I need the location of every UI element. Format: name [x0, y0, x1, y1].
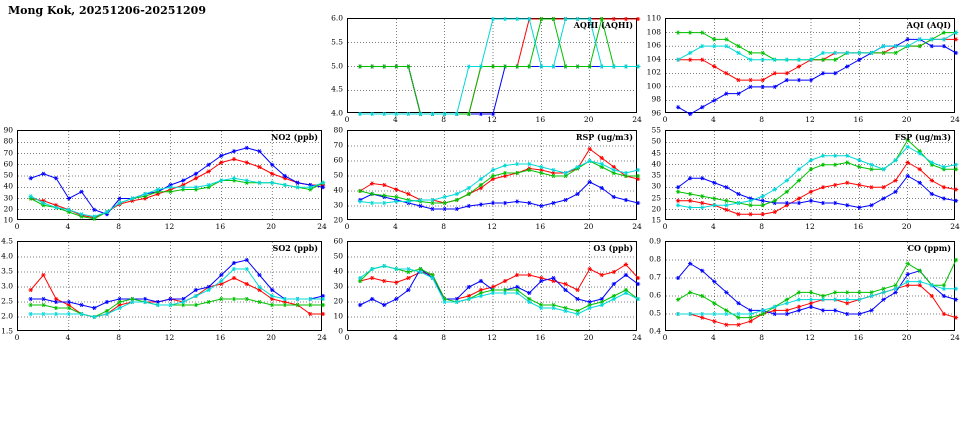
- plot-area-fsp: [665, 130, 955, 220]
- chart-panel-co: [649, 236, 960, 345]
- y-tick-label: 98: [651, 94, 661, 104]
- chart-canvas-co: [666, 242, 956, 332]
- x-tick-label: 20: [901, 222, 912, 231]
- x-tick-label: 0: [344, 333, 350, 342]
- y-tick-label: 0.4: [649, 326, 661, 336]
- y-tick-label: 2.5: [1, 296, 13, 306]
- y-tick-label: 70: [3, 148, 13, 157]
- y-tick-label: 60: [3, 159, 13, 169]
- y-tick-label: 90: [3, 125, 13, 135]
- y-tick-label: 25: [651, 193, 661, 202]
- x-tick-label: 8: [441, 115, 447, 124]
- x-tick-label: 8: [759, 222, 765, 231]
- y-tick-label: 0.6: [649, 290, 661, 300]
- x-tick-label: 4: [392, 115, 398, 124]
- x-tick-label: 16: [535, 333, 546, 342]
- plot-area-no2: [17, 130, 322, 220]
- x-tick-label: 12: [487, 222, 497, 231]
- chart-title-aqi: AQI (AQI): [906, 20, 951, 30]
- x-tick-label: 20: [583, 333, 594, 342]
- series-rsp-day2: [358, 180, 640, 211]
- y-tick-label: 40: [333, 266, 343, 276]
- y-tick-label: 1.5: [1, 326, 13, 336]
- plot-area-so2: [17, 241, 322, 331]
- chart-title-co: CO (ppm): [907, 243, 951, 253]
- y-tick-label: 4.0: [1, 251, 13, 261]
- y-tick-label: 70: [333, 140, 343, 150]
- y-tick-label: 20: [651, 204, 661, 214]
- x-tick-label: 20: [901, 333, 912, 342]
- y-tick-label: 2.0: [1, 311, 13, 321]
- y-tick-label: 4.5: [1, 236, 13, 246]
- x-tick-label: 16: [215, 333, 226, 342]
- x-tick-label: 8: [441, 222, 447, 231]
- page-title: Mong Kok, 20251206-20251209: [8, 4, 206, 17]
- series-co-day2: [676, 262, 958, 316]
- x-tick-label: 24: [632, 333, 642, 342]
- x-tick-label: 24: [950, 222, 960, 231]
- x-tick-label: 4: [392, 333, 398, 342]
- y-tick-label: 5.5: [331, 37, 343, 47]
- x-tick-label: 16: [535, 222, 546, 231]
- x-tick-label: 0: [14, 222, 20, 231]
- x-tick-label: 16: [853, 333, 864, 342]
- y-tick-label: 50: [333, 170, 343, 180]
- x-tick-label: 24: [950, 333, 960, 342]
- y-tick-label: 0.7: [649, 272, 661, 282]
- y-tick-label: 40: [333, 185, 343, 195]
- y-tick-label: 40: [651, 159, 661, 169]
- x-tick-label: 24: [632, 222, 642, 231]
- x-tick-label: 12: [487, 333, 497, 342]
- chart-canvas-aqi: [666, 19, 956, 114]
- x-tick-label: 4: [392, 222, 398, 231]
- series-fsp-day1: [676, 161, 958, 217]
- x-tick-label: 0: [662, 222, 668, 231]
- chart-canvas-rsp: [348, 131, 638, 221]
- x-tick-label: 20: [583, 222, 594, 231]
- x-tick-label: 0: [344, 222, 350, 231]
- series-no2-day1: [29, 157, 326, 219]
- y-tick-label: 10: [333, 311, 343, 321]
- x-tick-label: 4: [710, 333, 716, 342]
- y-tick-label: 30: [651, 181, 661, 191]
- y-tick-label: 80: [333, 125, 343, 135]
- series-no2-day3: [29, 179, 326, 221]
- series-so2-day2: [29, 258, 326, 310]
- series-aqi-day2: [676, 37, 958, 115]
- x-tick-label: 4: [710, 222, 716, 231]
- x-tick-label: 8: [116, 333, 122, 342]
- y-tick-label: 4.0: [331, 108, 343, 118]
- y-tick-label: 15: [651, 215, 661, 225]
- chart-title-rsp: RSP (ug/m3): [575, 132, 633, 142]
- plot-area-co: [665, 241, 955, 331]
- x-tick-label: 4: [65, 222, 71, 231]
- x-tick-label: 0: [662, 115, 668, 124]
- y-tick-label: 0.8: [649, 254, 661, 264]
- chart-title-aqhi: AQHI (AQHI): [573, 20, 633, 30]
- y-tick-label: 104: [646, 54, 661, 64]
- chart-panel-so2: [1, 236, 327, 345]
- x-tick-label: 24: [317, 333, 327, 342]
- chart-canvas-so2: [18, 242, 323, 332]
- x-tick-label: 12: [487, 115, 497, 124]
- y-tick-label: 110: [646, 13, 661, 23]
- x-tick-label: 4: [65, 333, 71, 342]
- y-tick-label: 20: [333, 215, 343, 225]
- chart-title-no2: NO2 (ppb): [271, 132, 318, 142]
- x-tick-label: 24: [950, 115, 960, 124]
- plot-area-aqhi: [347, 18, 637, 113]
- y-tick-label: 108: [646, 27, 661, 37]
- y-tick-label: 96: [651, 108, 661, 118]
- chart-panel-o3: [333, 236, 642, 345]
- plot-area-aqi: [665, 18, 955, 113]
- y-tick-label: 106: [646, 40, 661, 50]
- plot-area-o3: [347, 241, 637, 331]
- x-tick-label: 4: [710, 115, 716, 124]
- y-tick-label: 55: [651, 125, 661, 135]
- x-tick-label: 20: [583, 115, 594, 124]
- x-tick-label: 20: [266, 222, 276, 231]
- y-tick-label: 30: [333, 200, 343, 210]
- chart-canvas-aqhi: [348, 19, 638, 114]
- x-tick-label: 16: [853, 115, 864, 124]
- y-tick-label: 50: [3, 170, 13, 180]
- y-tick-label: 4.5: [331, 84, 343, 94]
- x-tick-label: 8: [441, 333, 447, 342]
- series-so2-day4: [29, 267, 326, 319]
- y-tick-label: 102: [646, 67, 661, 77]
- series-rsp-day3: [358, 159, 640, 205]
- y-tick-label: 80: [3, 136, 13, 146]
- x-tick-label: 8: [759, 333, 765, 342]
- series-no2-day2: [29, 146, 326, 216]
- x-tick-label: 12: [805, 222, 815, 231]
- y-tick-label: 30: [333, 281, 343, 291]
- series-fsp-day2: [676, 174, 958, 209]
- chart-panel-aqi: [646, 13, 960, 127]
- y-tick-label: 6.0: [331, 13, 343, 23]
- series-o3-day1: [358, 263, 640, 301]
- chart-panel-no2: [3, 125, 327, 234]
- x-tick-label: 0: [344, 115, 350, 124]
- chart-title-so2: SO2 (ppb): [272, 243, 318, 253]
- x-tick-label: 0: [662, 333, 668, 342]
- x-tick-label: 12: [805, 115, 815, 124]
- x-tick-label: 0: [14, 333, 20, 342]
- y-tick-label: 40: [3, 181, 13, 191]
- chart-panel-fsp: [651, 125, 960, 234]
- y-tick-label: 60: [333, 155, 343, 165]
- y-tick-label: 45: [651, 148, 661, 157]
- chart-canvas-no2: [18, 131, 323, 221]
- chart-canvas-fsp: [666, 131, 956, 221]
- y-tick-label: 35: [651, 170, 661, 180]
- x-tick-label: 12: [805, 333, 815, 342]
- x-tick-label: 24: [632, 115, 642, 124]
- chart-panel-aqhi: [331, 13, 642, 127]
- x-tick-label: 20: [901, 115, 912, 124]
- x-tick-label: 12: [164, 333, 175, 342]
- y-tick-label: 10: [3, 215, 13, 225]
- x-tick-label: 8: [759, 115, 765, 124]
- y-tick-label: 100: [646, 81, 661, 91]
- x-tick-label: 8: [116, 222, 122, 231]
- y-tick-label: 3.0: [1, 281, 13, 291]
- chart-title-o3: O3 (ppb): [593, 243, 633, 253]
- y-tick-label: 0.9: [649, 236, 661, 246]
- y-tick-label: 50: [651, 136, 661, 146]
- plot-area-rsp: [347, 130, 637, 220]
- x-tick-label: 20: [266, 333, 276, 342]
- y-tick-label: 50: [333, 251, 343, 261]
- x-tick-label: 12: [164, 222, 175, 231]
- series-co-day3: [676, 258, 958, 319]
- y-tick-label: 0: [338, 326, 343, 336]
- y-tick-label: 3.5: [1, 266, 13, 276]
- series-fsp-day3: [676, 138, 958, 207]
- chart-canvas-o3: [348, 242, 638, 332]
- x-tick-label: 24: [317, 222, 327, 231]
- y-tick-label: 30: [3, 193, 13, 202]
- y-tick-label: 60: [333, 236, 343, 246]
- chart-panel-rsp: [333, 125, 642, 234]
- y-tick-label: 5.0: [331, 61, 343, 70]
- x-tick-label: 16: [535, 115, 546, 124]
- y-tick-label: 20: [3, 204, 13, 214]
- chart-title-fsp: FSP (ug/m3): [894, 132, 951, 142]
- x-tick-label: 16: [215, 222, 226, 231]
- y-tick-label: 20: [333, 296, 343, 306]
- x-tick-label: 16: [853, 222, 864, 231]
- y-tick-label: 0.5: [649, 308, 661, 318]
